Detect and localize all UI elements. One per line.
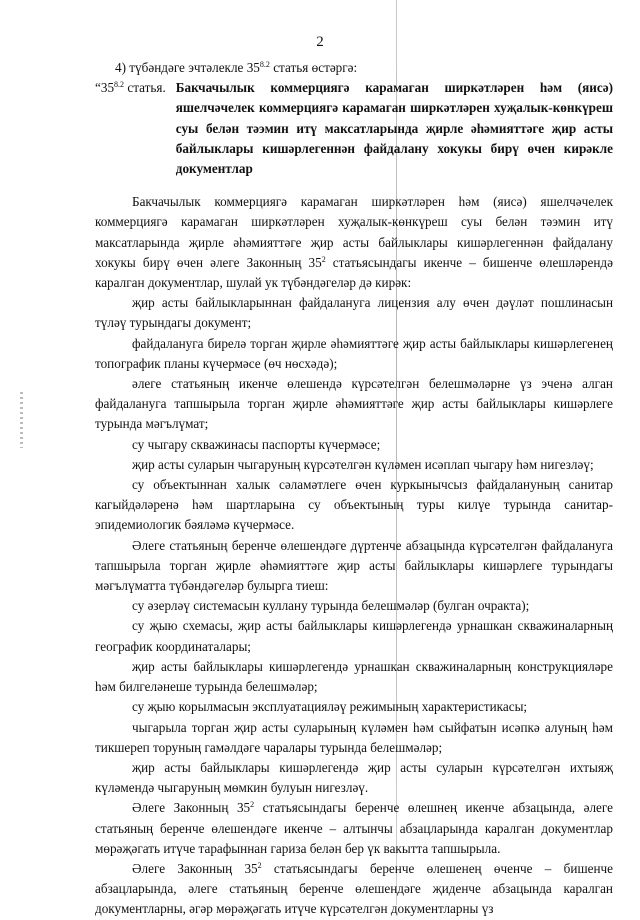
amendment-item: 4) түбәндәге эчтәлекле $35^{8.2}$ статья өстәргә: — [115, 60, 358, 75]
paragraph: су объектыннан халык сәламәтлеге өчен куркынычсыз файдалануның санитар кагыйдәләренә һәм шартларына су объектының туры килүе турында санитар-эпидемиологик бәяләмә күчермәсе. — [95, 477, 613, 533]
article-heading — [95, 78, 613, 179]
paragraph: су җыю схемасы, җир асты байлыклары кишәрлегендә урнашкан скважиналарның географик координаталары; — [95, 618, 613, 654]
document-body — [95, 58, 613, 920]
paragraph: чыгарыла торган җир асты суларының күләмен һәм сыйфатын исәпкә алуның һәм тикшереп торуның гамәлдәге чаралары турында белешмәләр; — [95, 719, 613, 755]
paragraph: су җыю корылмасын эксплуатацияләү режимының характеристикасы; — [132, 699, 528, 715]
paragraph: Әлеге статьяның беренче өлешендәге дүртенче абзацында күрсәтелгән файдалануга тапшырыла торган җирле әһәмияттәге җир асты байлыклары кишәрлеге турындагы мәгълүматта түбәндәгеләр булырга тиеш: — [95, 537, 613, 594]
paragraph: су әзерләү системасын куллану турында белешмәләр (булган очракта); — [132, 598, 530, 614]
paragraph-list — [95, 192, 613, 919]
paragraph: җир асты суларын чыгаруның күрсәтелгән күләмен исәплап чыгару һәм нигезләү; — [132, 456, 594, 472]
article-title: Бакчачылык коммерциягә карамаган ширкәтләрен һәм (яисә) яшелчәчелек коммерциягә карамаган ширкәтләрен хуҗалык-көнкүреш суы белән тәэмин итү максатларында җирле әһәмияттәге җир асты байлыклары кишәрлегеннән файдалану хокукы бирү өчен кирәкле документлар — [175, 80, 613, 177]
page-number: 2 — [316, 34, 324, 50]
scan-edge-mark — [20, 392, 23, 448]
paragraph: җир асты байлыклары кишәрлегендә урнашкан скважиналарның конструкцияләре һәм билгеләнеше турында белешмәләр; — [95, 658, 613, 695]
paragraph: файдалануга бирелә торган җирле әһәмияттәге җир асты байлыклары кишәрлегенең топографик планы күчермәсе (өч нөсхәдә); — [95, 335, 613, 371]
paragraph: әлеге статьяның икенче өлешендә күрсәтелгән белешмәләрне үз эченә алган файдалануга тапшырыла торган җирле әһәмияттәге җир асты байлыклары кишәрлеге турында мәгълүмат; — [95, 376, 613, 432]
paragraph: җир асты байлыклары кишәрлегендә җир асты суларын күрсәтелгән ихтыяҗ күләмендә чыгаруның мөмкин булуын нигезләү. — [95, 759, 613, 796]
paragraph: Әлеге Законның $35^2$ статьясындагы беренче өлешнең икенче абзацында, әлеге статьяның беренче өлешендәге икенче – алтынчы абзацларында каралган документлар мөрәҗәгать итүче тарафыннан гариза белән бер үк вакытта тапшырыла. — [95, 800, 613, 856]
paragraph: Әлеге Законның $35^2$ статьясындагы беренче өлешенең өченче – бишенче абзацларында, әлеге статьяның беренче өлешендәге җиденче абзацында каралган документларны, әгәр мөрәҗәгать итүче күрсәтелгән документларны үз — [95, 860, 614, 917]
paragraph: Бакчачылык коммерциягә карамаган ширкәтләрен һәм (яисә) яшелчәчелек коммерциягә карамаган ширкәтләрен хуҗалык-көнкүреш суы белән тәэмин итү максатларында җирле әһәмияттәге җир асты байлыклары кишәрлегеннән файдалану хокукы бирү өчен әлеге Законның $35^2$ статьясындагы икенче – бишенче өлешләрендә каралган документлар, шулай ук түбәндәгеләр дә кирәк: — [95, 194, 613, 291]
paragraph: җир асты байлыкларыннан файдалануга лицензия алу өчен дәүләт пошлинасын түләү турындагы документ; — [95, 295, 613, 331]
paragraph: су чыгару скважинасы паспорты күчермәсе; — [132, 436, 381, 452]
article-number: “$35^{8.2}$ статья. — [95, 80, 166, 96]
